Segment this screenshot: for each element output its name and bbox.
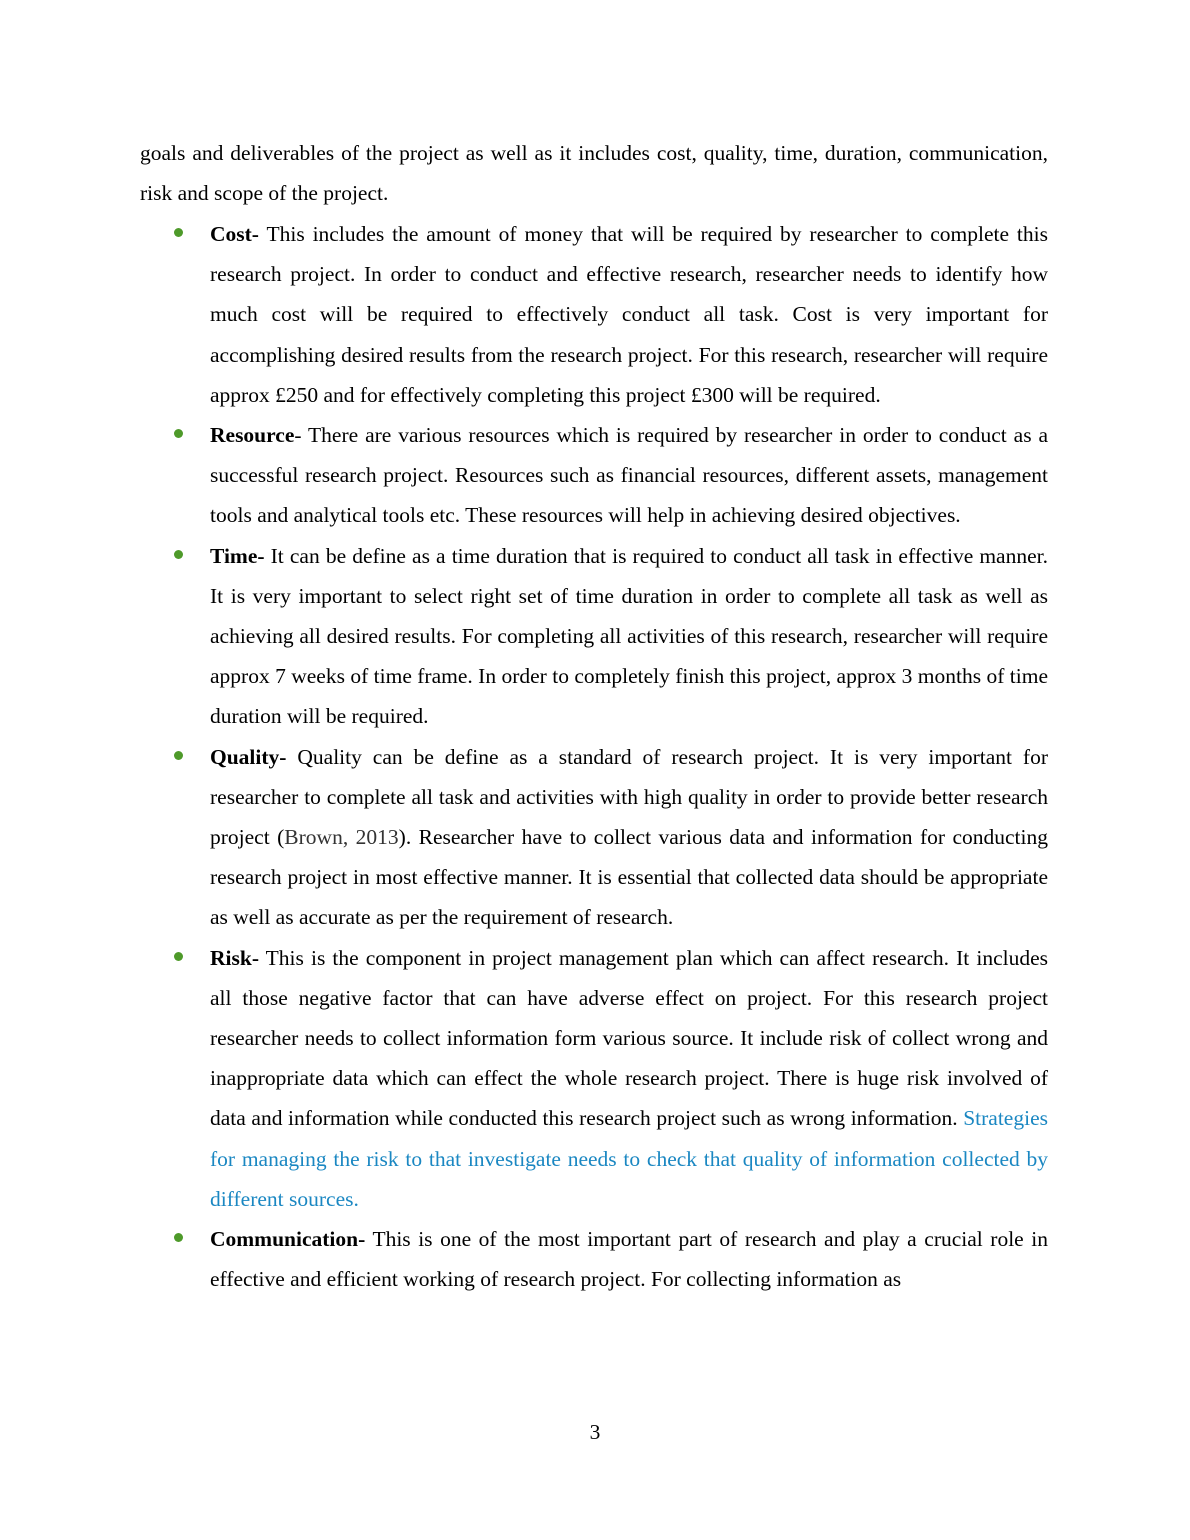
risk-description: This is the component in project management plan which can affect research. It includes all those negative factor that can have adverse effect on project. For this research project researcher needs to collect information form various source. It include risk of collect wrong and inappropriate data which can effect the whole research project. There is huge risk involved of data and information while conducted this research project such as wrong information.: [210, 945, 1048, 1131]
list-item-resource: [210, 415, 1048, 536]
citation: Brown, 2013: [284, 825, 399, 850]
term-quality: Quality-: [210, 744, 287, 769]
risk-strategy-highlight: Strategies for managing the risk to that investigate needs to check that quality of information collected by different sources.: [210, 1106, 1048, 1211]
bullet-icon: [174, 751, 183, 760]
intro-paragraph: goals and deliverables of the project as well as it includes cost, quality, time, duration, communication, risk and scope of the project.: [140, 141, 1048, 206]
bullet-icon: [174, 1233, 183, 1242]
communication-description: This is one of the most important part of research and play a crucial role in effective and efficient working of research project. For collecting information as: [210, 1227, 1048, 1292]
bullet-icon: [174, 550, 183, 559]
cost-description: This includes the amount of money that will be required by researcher to complete this research project. In order to conduct and effective research, researcher needs to identify how much cost will be required to effectively conduct all task. Cost is very important for accomplishing desired results from the research project. For this research, researcher will require approx £250 and for effectively completing this project £300 will be required.: [210, 222, 1048, 407]
resource-description: - There are various resources which is required by researcher in order to conduct as a successful research project. Resources such as financial resources, different assets, management tools and analytical tools etc. These resources will help in achieving desired objectives.: [210, 423, 1048, 528]
project-components-list: [210, 214, 1048, 1299]
quality-description-end: ). Researcher have to collect various data and information for conducting research project in most effective manner. It is essential that collected data should be appropriate as well as accurate as per the requirement of research.: [210, 825, 1048, 930]
list-item-risk: [210, 938, 1048, 1219]
term-cost: Cost-: [210, 222, 259, 246]
term-resource: Resource: [210, 423, 295, 448]
time-description: It can be define as a time duration that is required to conduct all task in effective manner. It is very important to select right set of time duration in order to complete all task as well as achieving all desired results. For completing all activities of this research, researcher will require approx 7 weeks of time frame. In order to completely finish this project, approx 3 months of time duration will be required.: [210, 543, 1048, 729]
term-communication: Communication-: [210, 1227, 366, 1252]
bullet-icon: [174, 429, 183, 438]
bullet-icon: [174, 952, 183, 961]
page-number: 3: [589, 1420, 601, 1444]
list-item-time: [210, 536, 1048, 737]
list-item-communication: [210, 1219, 1048, 1299]
bullet-icon: [174, 228, 183, 237]
list-item-cost: [210, 214, 1048, 415]
list-item-quality: [210, 737, 1048, 938]
term-risk: Risk-: [210, 945, 259, 970]
term-time: Time-: [210, 543, 265, 568]
quality-description-start: Quality can be define as a standard of research project. It is very important for researcher to complete all task and activities with high quality in order to provide better research project (: [210, 744, 1048, 850]
